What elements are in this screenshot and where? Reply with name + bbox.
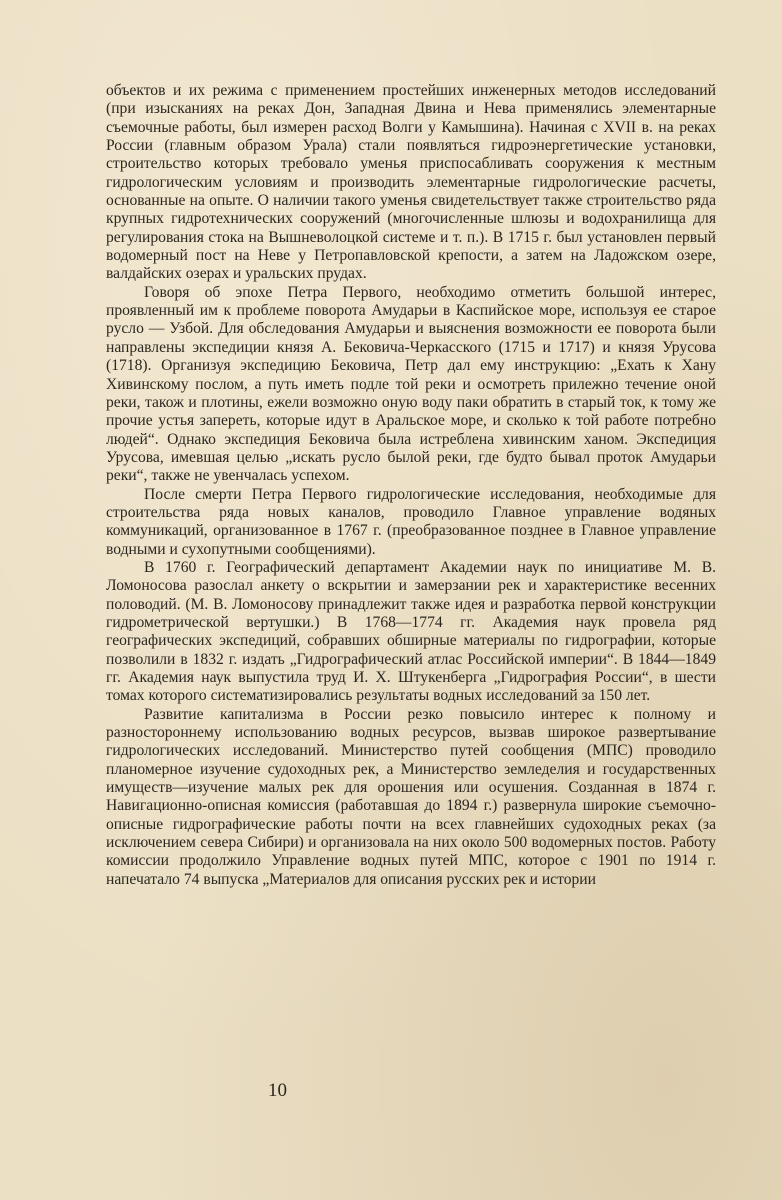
page-number: 10	[268, 1080, 287, 1101]
paragraph-after-peter: После смерти Петра Первого гидрологические исследования, необходимые для строительства ряда новых каналов, проводило Главное управление водяных коммуникаций, организованное в 1767 г. (преобразованное позднее в Главное управление водными и сухопутными сообщениями).	[106, 485, 716, 558]
paragraph-peter-the-great: Говоря об эпохе Петра Первого, необходимо отметить большой интерес, проявленный им к проблеме поворота Амударьи в Каспийское море, используя ее старое русло — Узбой. Для обследования Амударьи и выяснения возможности ее поворота были направлены экспедиции князя А. Бековича-Черкасского (1715 и 1717) и князя Урусова (1718). Организуя экспедицию Бековича, Петр дал ему инструкцию: „Ехать к Хану Хивинскому послом, а путь иметь подле той реки и осмотреть прилежно течение оной реки, також и плотины, ежели возможно оную воду паки обратить в старый ток, к тому же прочие устья запереть, которые идут в Аральское море, и сколько к той работе потребно людей“. Однако экспедиция Бековича была истреблена хивинским ханом. Экспедиция Урусова, имевшая целью „искать русло былой реки, где будто бывал проток Амударьи реки“, также не увенчалась успехом.	[106, 283, 716, 485]
paragraph-capitalism: Развитие капитализма в России резко повысило интерес к полному и разностороннему использованию водных ресурсов, вызвав широкое развертывание гидрологических исследований. Министерство путей сообщения (МПС) проводило планомерное изучение судоходных рек, а Министерство земледелия и государственных имуществ—изучение малых рек для орошения или осушения. Созданная в 1874 г. Навигационно-описная комиссия (работавшая до 1894 г.) развернула широкие съемочно-описные гидрографические работы почти на всех главнейших судоходных реках (за исключением севера Сибири) и организовала на них около 500 водомерных постов. Работу комиссии продолжило Управление водных путей МПС, которое с 1901 по 1914 г. напечатало 74 выпуска „Материалов для описания русских рек и истории	[106, 705, 716, 888]
paragraph-academy-of-sciences: В 1760 г. Географический департамент Академии наук по инициативе М. В. Ломоносова разослал анкету о вскрытии и замерзании рек и характеристике весенних половодий. (М. В. Ломоносову принадлежит также идея и разработка первой конструкции гидрометрической вертушки.) В 1768—1774 гг. Академия наук провела ряд географических экспедиций, собравших обширные материалы по гидрографии, которые позволили в 1832 г. издать „Гидрографический атлас Российской империи“. В 1844—1849 гг. Академия наук выпустила труд И. Х. Штукенберга „Гидрография России“, в шести томах которого систематизировались результаты водных исследований за 150 лет.	[106, 558, 716, 705]
body-text	[106, 82, 716, 889]
paragraph-continuation: объектов и их режима с применением простейших инженерных методов исследований (при изысканиях на реках Дон, Западная Двина и Нева применялись элементарные съемочные работы, был измерен расход Волги у Камышина). Начиная с XVII в. на реках России (главным образом Урала) стали появляться гидроэнергетические установки, строительство которых требовало уменья приспосабливать сооружения к местным гидрологическим условиям и производить элементарные гидрологические расчеты, основанные на опыте. О наличии такого уменья свидетельствует также строительство ряда крупных гидротехнических сооружений (многочисленные шлюзы и водохранилища для регулирования стока на Вышневолоцкой системе и т. п.). В 1715 г. был установлен первый водомерный пост на Неве у Петропавловской крепости, а затем на Ладожском озере, валдайских озерах и уральских прудах.	[106, 82, 716, 283]
